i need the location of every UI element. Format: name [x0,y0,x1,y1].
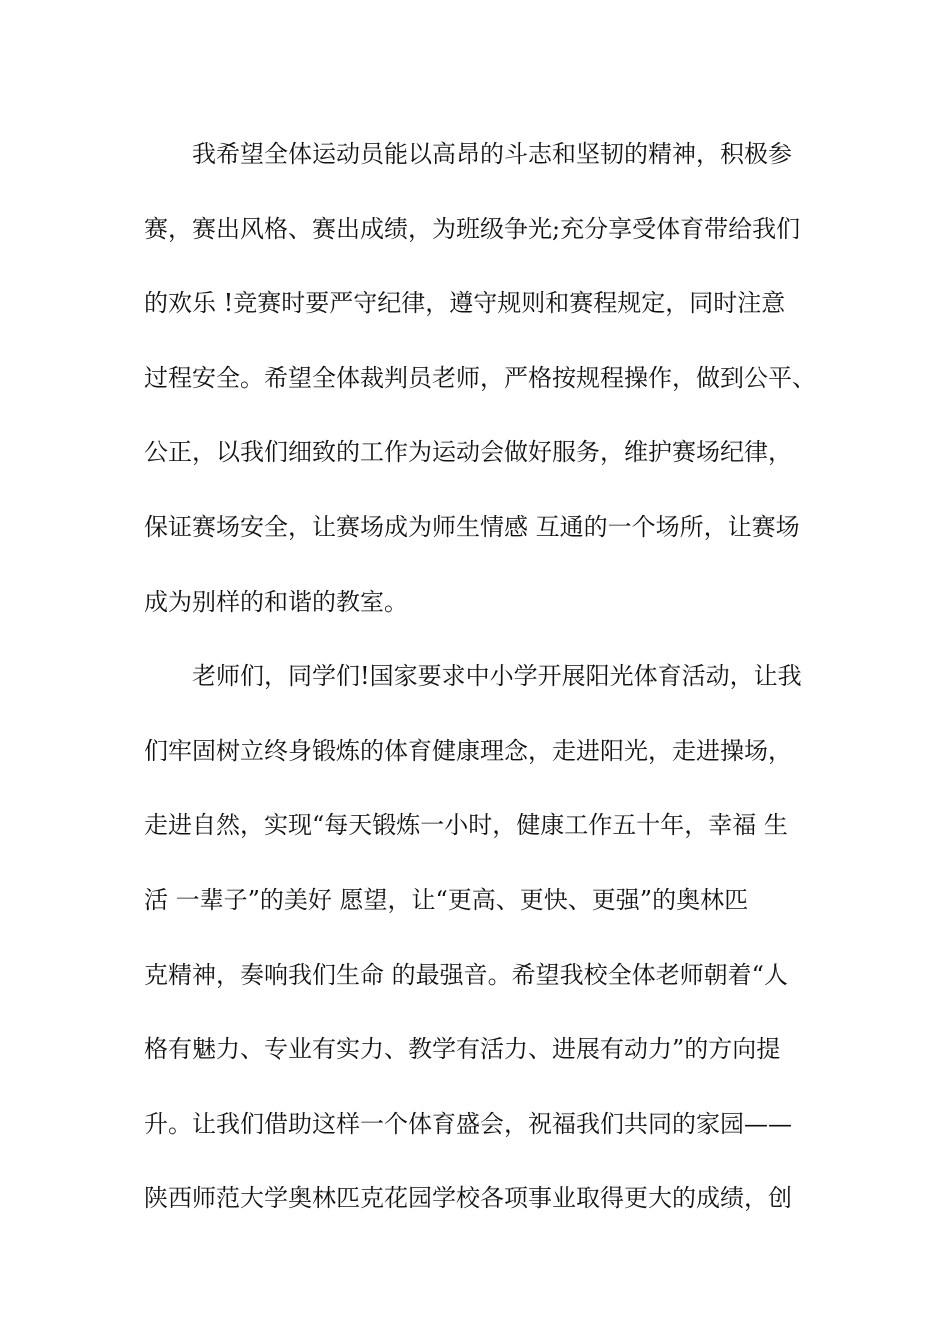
text-line: 赛，赛出风格、赛出成绩，为班级争光;充分享受体育带给我们 [144,214,801,243]
text-line: 活 一辈子”的美好 愿望，让“更高、更快、更强”的奥林匹 [144,885,749,914]
text-line: 成为别样的和谐的教室。 [144,587,408,616]
text-line: 们牢固树立终身锻炼的体育健康理念，走进阳光，走进操场， [144,736,792,765]
text-line: 升。让我们借助这样一个体育盛会，祝福我们共同的家园—— [144,1109,792,1138]
text-line: 老师们，同学们!国家要求中小学开展阳光体育活动，让我 [144,662,802,691]
document-body [144,130,824,1249]
text-line: 格有魅力、专业有实力、教学有活力、进展有动力”的方向提 [144,1035,781,1064]
text-line: 克精神，奏响我们生命 的最强音。希望我校全体老师朝着“人 [144,960,788,989]
text-line: 保证赛场安全，让赛场成为师生情感 互通的一个场所，让赛场 [144,512,800,541]
text-line: 过程安全。希望全体裁判员老师，严格按规程操作，做到公平、 [144,363,816,392]
text-line: 我希望全体运动员能以高昂的斗志和坚韧的精神，积极参 [144,140,792,168]
text-line: 的欢乐 !竞赛时要严守纪律，遵守规则和赛程规定，同时注意 [144,289,786,318]
text-line: 走进自然，实现“每天锻炼一小时，健康工作五十年，幸福 生 [144,811,788,840]
text-line: 公正，以我们细致的工作为运动会做好服务，维护赛场纪律， [144,438,792,467]
text-line: 陕西师范大学奥林匹克花园学校各项事业取得更大的成绩，创 [144,1184,792,1213]
